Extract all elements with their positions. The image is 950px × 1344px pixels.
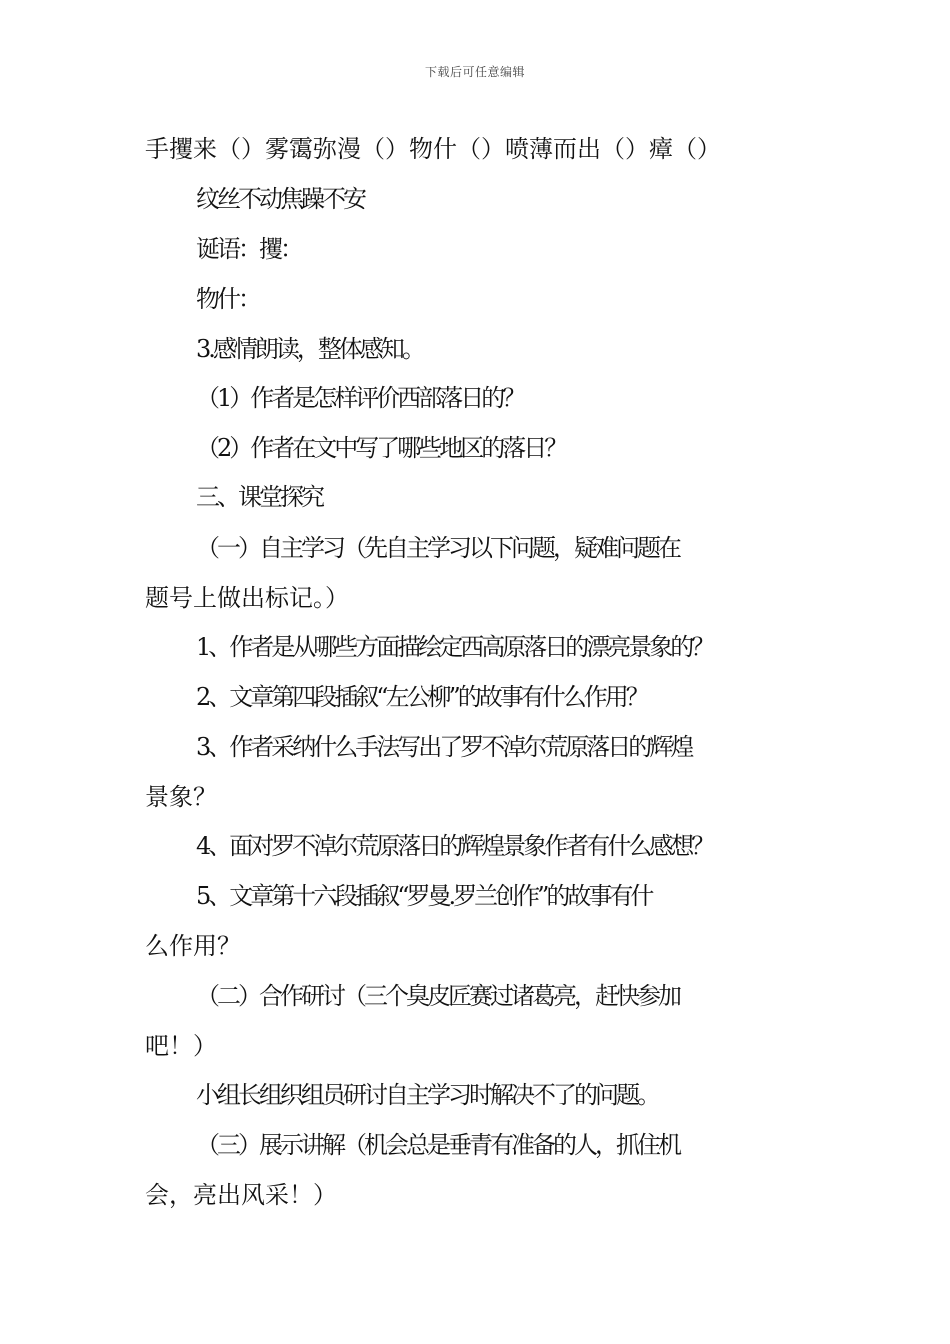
text-line-7: （2）作者在文中写了哪些地区的落日？: [196, 434, 566, 462]
text-line-22: 会，亮出风采！）: [145, 1181, 337, 1209]
text-line-20: 小组长组织组员研讨自主学习时解决不了的问题。: [196, 1081, 658, 1109]
text-line-14: 景象？: [145, 783, 217, 811]
text-line-6: （1）作者是怎样评价西部落日的？: [196, 384, 524, 412]
text-line-16: 5、文章第十六段插叙“罗曼.罗兰创作”的故事有什: [196, 882, 652, 910]
text-line-12: 2、文章第四段插叙“左公柳”的故事有什么作用？: [196, 683, 647, 711]
text-line-2: 纹丝不动焦躁不安: [196, 185, 364, 213]
text-line-3: 诞语：攫：: [196, 235, 301, 263]
text-line-18: （二）合作研讨（三个臭皮匠赛过诸葛亮，赶快参加: [196, 982, 679, 1010]
text-line-1: 手攫来（）雾霭弥漫（）物什（）喷薄而出（）瘴（）: [145, 135, 721, 163]
text-line-17: 么作用？: [145, 932, 241, 960]
text-line-21: （三）展示讲解（机会总是垂青有准备的人，抓住机: [196, 1131, 679, 1159]
text-line-10: 题号上做出标记。）: [145, 584, 349, 612]
text-line-9: （一）自主学习（先自主学习以下问题，疑难问题在: [196, 534, 679, 562]
text-line-15: 4、面对罗不淖尔荒原落日的辉煌景象作者有什么感想？: [196, 832, 713, 860]
text-line-11: 1、作者是从哪些方面描绘定西高原落日的漂亮景象的？: [196, 633, 713, 661]
text-line-8: 三、课堂探究: [196, 483, 322, 511]
page-header: 下载后可任意编辑: [424, 65, 525, 79]
text-line-5: 3.感情朗读，整体感知。: [196, 335, 423, 363]
text-line-4: 物什：: [196, 285, 259, 313]
text-line-19: 吧！）: [145, 1032, 217, 1060]
text-line-13: 3、作者采纳什么手法写出了罗不淖尔荒原落日的辉煌: [196, 733, 692, 761]
